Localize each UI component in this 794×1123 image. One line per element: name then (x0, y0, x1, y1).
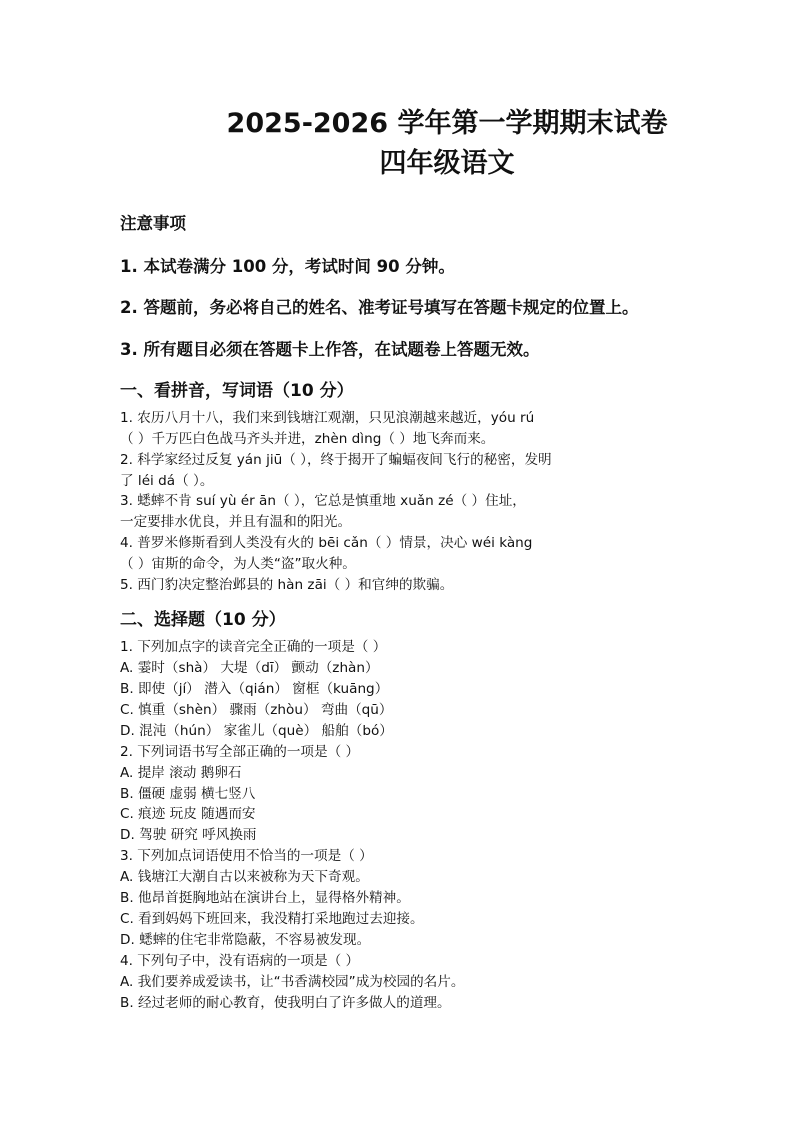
choice-line: C. 看到妈妈下班回来，我没精打采地跑过去迎接。 (120, 911, 424, 927)
question-line: （ ）宙斯的命令，为人类“盗”取火种。 (120, 556, 356, 572)
question-line: 3. 蟋蟀不肯 suí yù ér ān（ ），它总是慎重地 xuǎn zé（ ）住址， (120, 493, 526, 509)
choice-line: 3. 下列加点词语使用不恰当的一项是（ ） (120, 848, 373, 864)
choice-line: A. 霎时（shà） 大堤（dī） 颤动（zhàn） (120, 660, 379, 676)
notice-item-1: 1. 本试卷满分 100 分，考试时间 90 分钟。 (120, 257, 455, 276)
choice-line: 4. 下列句子中，没有语病的一项是（ ） (120, 953, 360, 969)
notice-heading: 注意事项 (120, 214, 186, 233)
choice-line: 1. 下列加点字的读音完全正确的一项是（ ） (120, 639, 387, 655)
choice-line: B. 经过老师的耐心教育，使我明白了许多做人的道理。 (120, 995, 451, 1011)
choice-line: D. 混沌（hún） 家雀儿（què） 船舶（bó） (120, 723, 393, 739)
notice-item-3: 3. 所有题目必须在答题卡上作答，在试题卷上答题无效。 (120, 340, 540, 359)
choice-line: B. 他昂首挺胸地站在演讲台上，显得格外精神。 (120, 890, 410, 906)
section-1-heading: 一、看拼音，写词语（10 分） (120, 381, 354, 401)
choice-line: 2. 下列词语书写全部正确的一项是（ ） (120, 744, 360, 760)
question-line: 4. 普罗米修斯看到人类没有火的 bēi cǎn（ ）情景，决心 wéi kàng (120, 535, 533, 551)
exam-subtitle: 四年级语文 (379, 148, 515, 179)
choice-line: C. 慎重（shèn） 骤雨（zhòu） 弯曲（qū） (120, 702, 393, 718)
notice-item-2: 2. 答题前，务必将自己的姓名、准考证号填写在答题卡规定的位置上。 (120, 298, 639, 317)
choice-line: A. 钱塘江大潮自古以来被称为天下奇观。 (120, 869, 369, 885)
question-line: 一定要排水优良，并且有温和的阳光。 (120, 514, 352, 530)
question-line: 5. 西门豹决定整治邺县的 hàn zāi（ ）和官绅的欺骗。 (120, 577, 454, 593)
choice-line: A. 提岸 滚动 鹅卵石 (120, 765, 242, 781)
question-line: （ ）千万匹白色战马齐头并进，zhèn dìng（ ）地飞奔而来。 (120, 431, 495, 447)
choice-line: D. 蟋蟀的住宅非常隐蔽，不容易被发现。 (120, 932, 371, 948)
choice-line: B. 即使（jí） 潜入（qián） 窗框（kuāng） (120, 681, 389, 697)
choice-line: D. 驾驶 研究 呼风换雨 (120, 827, 257, 843)
question-line: 2. 科学家经过反复 yán jiū（ ），终于揭开了蝙蝠夜间飞行的秘密，发明 (120, 452, 552, 468)
choice-line: B. 僵硬 虚弱 横七竖八 (120, 786, 256, 802)
section-2-heading: 二、选择题（10 分） (120, 610, 286, 630)
question-line: 1. 农历八月十八，我们来到钱塘江观潮，只见浪潮越来越近，yóu rú (120, 410, 535, 426)
exam-title: 2025-2026 学年第一学期期末试卷 (226, 108, 668, 139)
question-line: 了 léi dá（ ）。 (120, 473, 214, 489)
choice-line: C. 痕迹 玩皮 随遇而安 (120, 806, 256, 822)
choice-line: A. 我们要养成爱读书，让“书香满校园”成为校园的名片。 (120, 974, 465, 990)
